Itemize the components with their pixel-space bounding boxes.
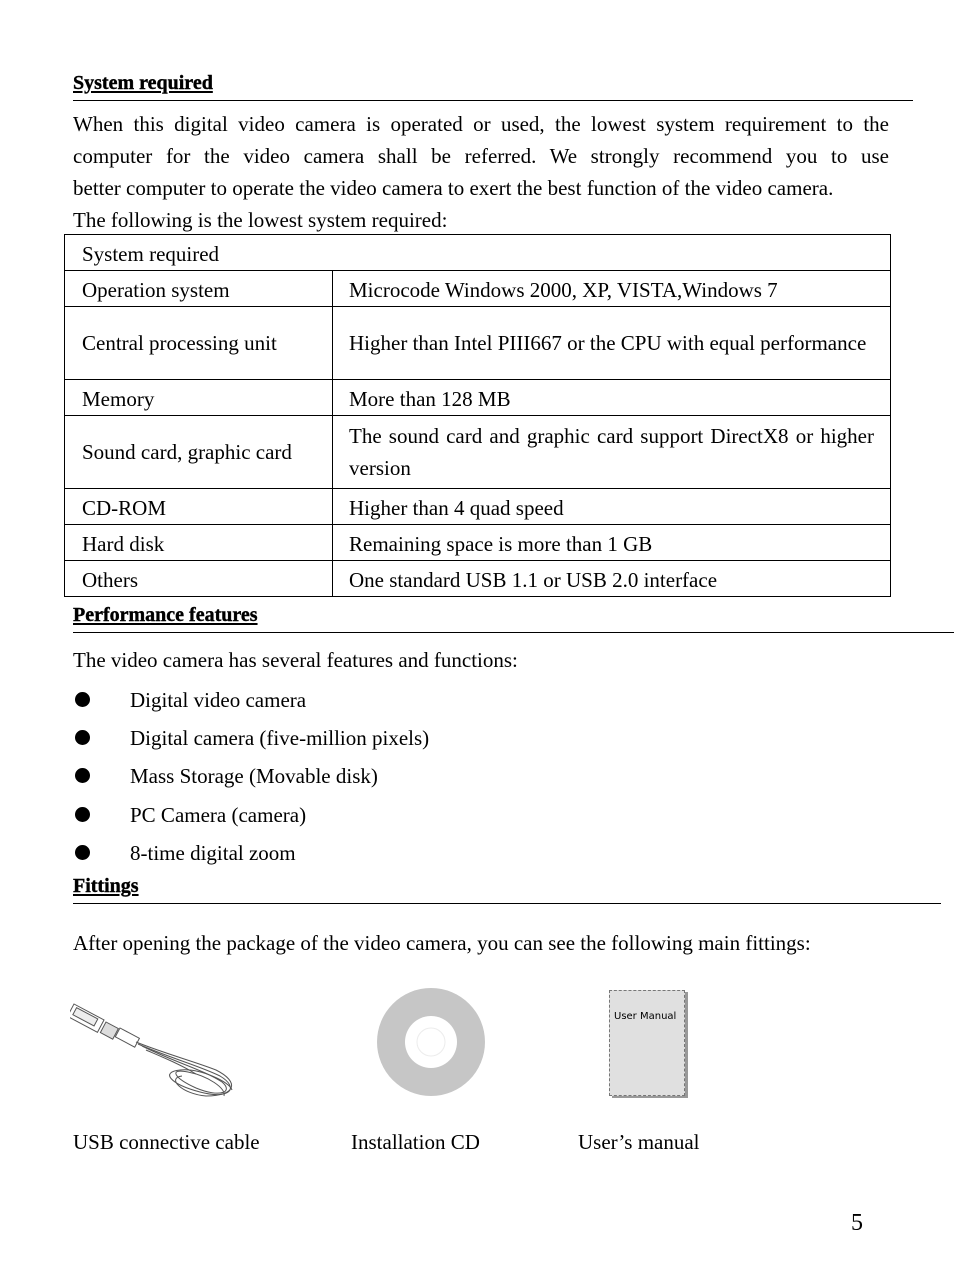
usb-cable-icon xyxy=(70,996,238,1100)
section-heading-text: Fittings xyxy=(73,875,139,897)
table-cell-label: Operation system xyxy=(65,271,333,307)
table-row xyxy=(65,416,891,489)
feature-text: Digital video camera xyxy=(130,688,307,712)
table-cell-value: One standard USB 1.1 or USB 2.0 interface xyxy=(333,561,891,597)
table-cell-label: Hard disk xyxy=(65,525,333,561)
table-cell-value: The sound card and graphic card support DirectX8 or higher version xyxy=(333,416,891,489)
table-header-cell: System required xyxy=(65,235,891,271)
section-heading-system-required xyxy=(73,72,913,101)
table-cell-value: Remaining space is more than 1 GB xyxy=(333,525,891,561)
feature-text: Mass Storage (Movable disk) xyxy=(130,764,378,788)
table-cell-value: More than 128 MB xyxy=(333,380,891,416)
table-row xyxy=(65,271,891,307)
bullet-icon xyxy=(75,807,90,822)
cd-icon xyxy=(376,988,488,1098)
feature-text: Digital camera (five-million pixels) xyxy=(130,726,430,750)
table-header-row xyxy=(65,235,891,271)
section-heading-text: Performance features xyxy=(73,604,258,626)
table-cell-label: Central processing unit xyxy=(65,307,333,380)
bullet-icon xyxy=(75,692,90,707)
page-number: 5 xyxy=(851,1210,863,1236)
table-row xyxy=(65,489,891,525)
section-heading-performance-features xyxy=(73,604,954,633)
bullet-icon xyxy=(75,768,90,783)
fitting-caption: Installation CD xyxy=(351,1130,480,1154)
paragraph-line: The following is the lowest system required: xyxy=(73,208,448,232)
fitting-caption: USB connective cable xyxy=(73,1130,260,1154)
table-cell-value: Higher than Intel PIII667 or the CPU with equal performance xyxy=(333,307,891,380)
manual-cover-text: User Manual xyxy=(614,1011,677,1022)
table-row xyxy=(65,561,891,597)
system-intro-paragraph xyxy=(73,108,889,236)
table-row xyxy=(65,307,891,380)
fittings-intro: After opening the package of the video camera, you can see the following main fittings: xyxy=(73,931,811,955)
table-cell-value: Microcode Windows 2000, XP, VISTA,Windows 7 xyxy=(333,271,891,307)
table-row xyxy=(65,380,891,416)
bullet-icon xyxy=(75,730,90,745)
features-intro: The video camera has several features and functions: xyxy=(73,648,518,672)
table-cell-label: Memory xyxy=(65,380,333,416)
table-cell-value: Higher than 4 quad speed xyxy=(333,489,891,525)
table-cell-label: CD-ROM xyxy=(65,489,333,525)
feature-text: PC Camera (camera) xyxy=(130,803,307,827)
system-requirements-table xyxy=(64,234,891,597)
fitting-caption: User’s manual xyxy=(578,1130,700,1154)
paragraph-line: better computer to operate the video camera to exert the best function of the video camera. xyxy=(73,176,834,200)
table-cell-label: Sound card, graphic card xyxy=(65,416,333,489)
bullet-icon xyxy=(75,845,90,860)
table-row xyxy=(65,525,891,561)
feature-text: 8-time digital zoom xyxy=(130,841,296,865)
manual-icon xyxy=(609,990,685,1096)
section-heading-fittings xyxy=(73,875,941,904)
paragraph-line: When this digital video camera is operated or used, the lowest system requirement to the xyxy=(73,112,889,136)
section-heading-text: System required xyxy=(73,72,213,94)
table-cell-label: Others xyxy=(65,561,333,597)
paragraph-line: computer for the video camera shall be referred. We strongly recommend you to use xyxy=(73,144,889,168)
